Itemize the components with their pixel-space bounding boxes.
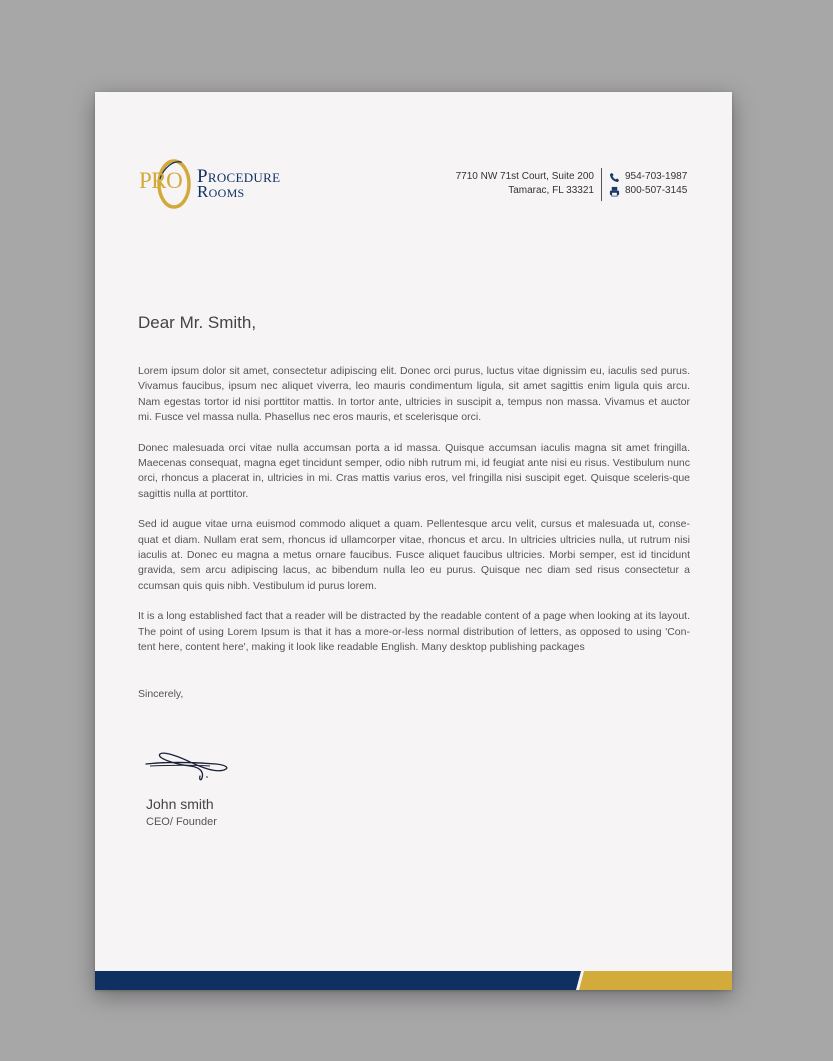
phone-number: 954-703-1987 xyxy=(625,171,688,182)
address-line-2: Tamarac, FL 33321 xyxy=(508,185,594,196)
footer-navy-bar xyxy=(95,971,581,990)
footer-color-bars xyxy=(95,971,732,990)
signer-name: John smith xyxy=(146,796,214,812)
signer-title: CEO/ Founder xyxy=(146,816,217,828)
logo-procedure-text: Procedure xyxy=(197,166,281,187)
salutation: Dear Mr. Smith, xyxy=(138,313,257,332)
company-logo xyxy=(137,158,307,210)
company-contacts xyxy=(609,170,687,198)
letterhead-page xyxy=(95,92,732,990)
paragraph: Donec malesuada orci vitae nulla accumsan porta a id massa. Quisque accumsan iaculis magna sit amet fringilla. Maecenas consequat, magna eget tincidunt semper, odio nibh rutrum mi, id feugiat ante nisi eu risus. Vestibulum nunc orci, rhoncus a placerat in, ultricies in mi. Cras mattis varius eros, vel fringilla nisi suscipit eget. Quisque sceleris-que sagittis nulla at porttitor. xyxy=(138,441,690,500)
address-line-1: 7710 NW 71st Court, Suite 200 xyxy=(455,171,594,182)
logo-rooms-text: Rooms xyxy=(197,182,245,201)
company-address xyxy=(456,170,594,198)
phone-icon xyxy=(609,172,620,183)
paragraph: It is a long established fact that a reader will be distracted by the readable content of a page when looking at its layout. The point of using Lorem Ipsum is that it has a more-or-less normal distribution of letters, as opposed to using 'Con-tent here, content here', making it look like readable English. Many desktop publishing packages xyxy=(138,610,690,654)
paragraph: Lorem ipsum dolor sit amet, consectetur adipiscing elit. Donec orci purus, luctus vitae dignissim eu, iaculis sed purus. Vivamus faucibus, ipsum nec aliquet viverra, leo mauris condimentum ligula, sit amet sagittis enim ligula quis arcu. Nam egestas tortor id nisi porttitor mattis. In tortor ante, ultricies in suscipit a, tempus non massa. Vivamus et auctor mi. Fusce vel massa nulla. Phasellus nec eros mauris, et scelerisque orci. xyxy=(138,365,690,424)
logo-pro-text: PRO xyxy=(139,168,183,193)
header-divider xyxy=(601,168,602,201)
phone-row xyxy=(609,170,687,184)
fax-icon xyxy=(609,186,620,197)
letter-body xyxy=(138,364,690,671)
fax-row xyxy=(609,184,687,198)
fax-number: 800-507-3145 xyxy=(625,185,688,196)
signature-image xyxy=(144,744,234,784)
footer-gold-bar xyxy=(579,971,732,990)
closing: Sincerely, xyxy=(138,688,184,700)
paragraph: Sed id augue vitae urna euismod commodo aliquet a quam. Pellentesque arcu velit, cursus et malesuada ut, conse-quat et diam. Nullam erat sem, rhoncus id ullamcorper vitae, rhoncus et arcu. In ultricies ultricies nulla, ut rutrum nisi iaculis at. Donec eu magna a metus ornare faucibus. Fusce aliquet faucibus ultricies. Morbi semper, est id tincidunt gravida, sem arcu adipiscing lacus, ac bibendum nulla leo eu purus. Quisque nec diam sed risus consectetur a ccumsan quis quis nibh. Vestibulum id purus lorem. xyxy=(138,518,690,592)
